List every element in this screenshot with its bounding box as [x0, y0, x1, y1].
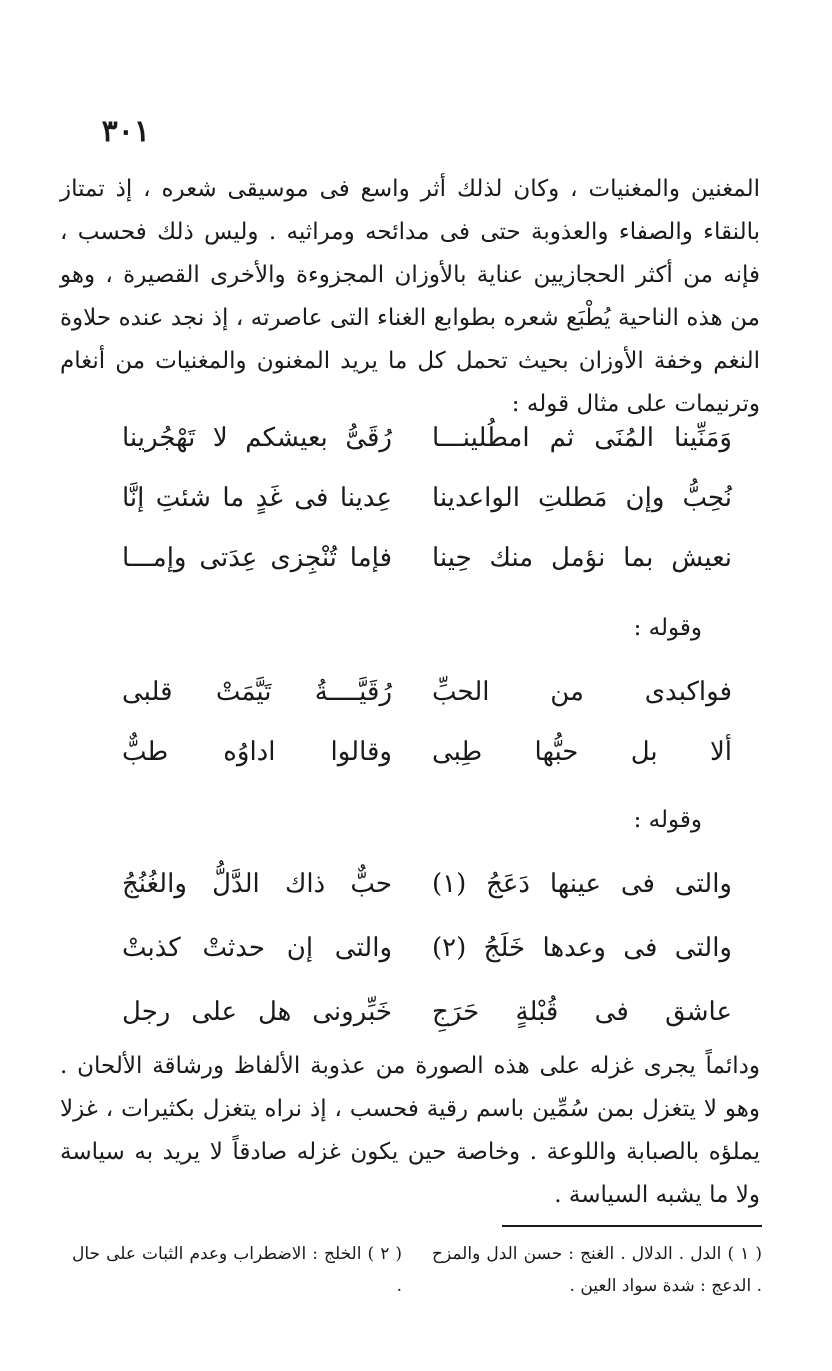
verse-second-hemistich: عاشق فى قُبْلةٍ حَرَجِ	[432, 997, 732, 1027]
verse-line	[0, 916, 832, 980]
poem-3	[0, 852, 832, 1044]
verse-line	[0, 468, 832, 528]
verse-second-hemistich: نُحِبُّ وإن مَطلتِ الواعدينا	[432, 483, 732, 513]
verse-first-hemistich: رُقَىُّ بعيشكم لا تَهْجُرينا	[122, 423, 392, 453]
poem-2	[0, 662, 832, 782]
quote-intro-label: وقوله :	[633, 807, 702, 833]
verse-first-hemistich: خَبِّرونى هل على رجل	[122, 997, 392, 1027]
verse-line	[0, 662, 832, 722]
verse-line	[0, 722, 832, 782]
footnote-divider	[502, 1225, 762, 1227]
verse-line	[0, 408, 832, 468]
verse-line	[0, 980, 832, 1044]
verse-first-hemistich: رُقَيَّــــةُ تَيَّمَتْ قلبى	[122, 677, 392, 707]
outro-paragraph: ودائماً يجرى غزله على هذه الصورة من عذوبة الألفاظ ورشاقة الألحان . وهو لا يتغزل بمن سُمِّين باسم رقية فحسب ، إذ نراه يتغزل بكثيرات ، غزلا يملؤه بالصبابة واللوعة . وخاصة حين يكون غزله صادقاً لا يريد به سياسة ولا ما يشبه السياسة .	[60, 1053, 760, 1208]
verse-first-hemistich: عِدينا فى غَدٍ ما شئتِ إنَّا	[122, 483, 392, 513]
page-number: ٣٠١	[101, 114, 150, 149]
verse-first-hemistich: وقالوا اداوُه طبٌّ	[122, 737, 392, 767]
verse-line	[0, 852, 832, 916]
verse-first-hemistich: حبٌّ ذاك الدَّلُّ والغُنُجُ	[122, 869, 392, 899]
verse-first-hemistich: فإما تُنْجِزى عِدَتى وإمـــا	[122, 543, 392, 573]
intro-paragraph: المغنين والمغنيات ، وكان لذلك أثر واسع فى موسيقى شعره ، إذ تمتاز بالنقاء والصفاء والعذوبة حتى فى مدائحه ومراثيه . وليس ذلك فحسب ، فإنه من أكثر الحجازيين عناية بالأوزان المجزوءة والأخرى القصيرة ، وهو من هذه الناحية يُطْبَع شعره بطوابع الغناء التى عاصرته ، إذ نجد عنده حلاوة النغم وخفة الأوزان بحيث تحمل كل ما يريد المغنون والمغنيات من أنغام وترنيمات على مثال قوله :	[60, 176, 760, 417]
verse-second-hemistich: نعيش بما نؤمل منك حِينا	[432, 543, 732, 573]
verse-second-hemistich: فواكبدى من الحبِّ	[432, 677, 732, 707]
verse-first-hemistich: والتى إن حدثتْ كذبتْ	[122, 933, 392, 963]
verse-second-hemistich: والتى فى وعدها خَلَجُ (٢)	[432, 933, 732, 963]
quote-intro-label: وقوله :	[633, 615, 702, 641]
verse-second-hemistich: ألا بل حبُّها طِبى	[432, 737, 732, 767]
footnote-1: ( ١ ) الدل . الدلال . الغنج : حسن الدل والمزح . الدعج : شدة سواد العين .	[432, 1244, 762, 1296]
verse-second-hemistich: وَمَنِّينا المُنَى ثم امطُلينـــا	[432, 423, 732, 453]
poem-1	[0, 408, 832, 588]
footnote-2: ( ٢ ) الخلج : الاضطراب وعدم الثبات على حال .	[72, 1244, 402, 1296]
verse-line	[0, 528, 832, 588]
verse-second-hemistich: والتى فى عينها دَعَجُ (١)	[432, 869, 732, 899]
